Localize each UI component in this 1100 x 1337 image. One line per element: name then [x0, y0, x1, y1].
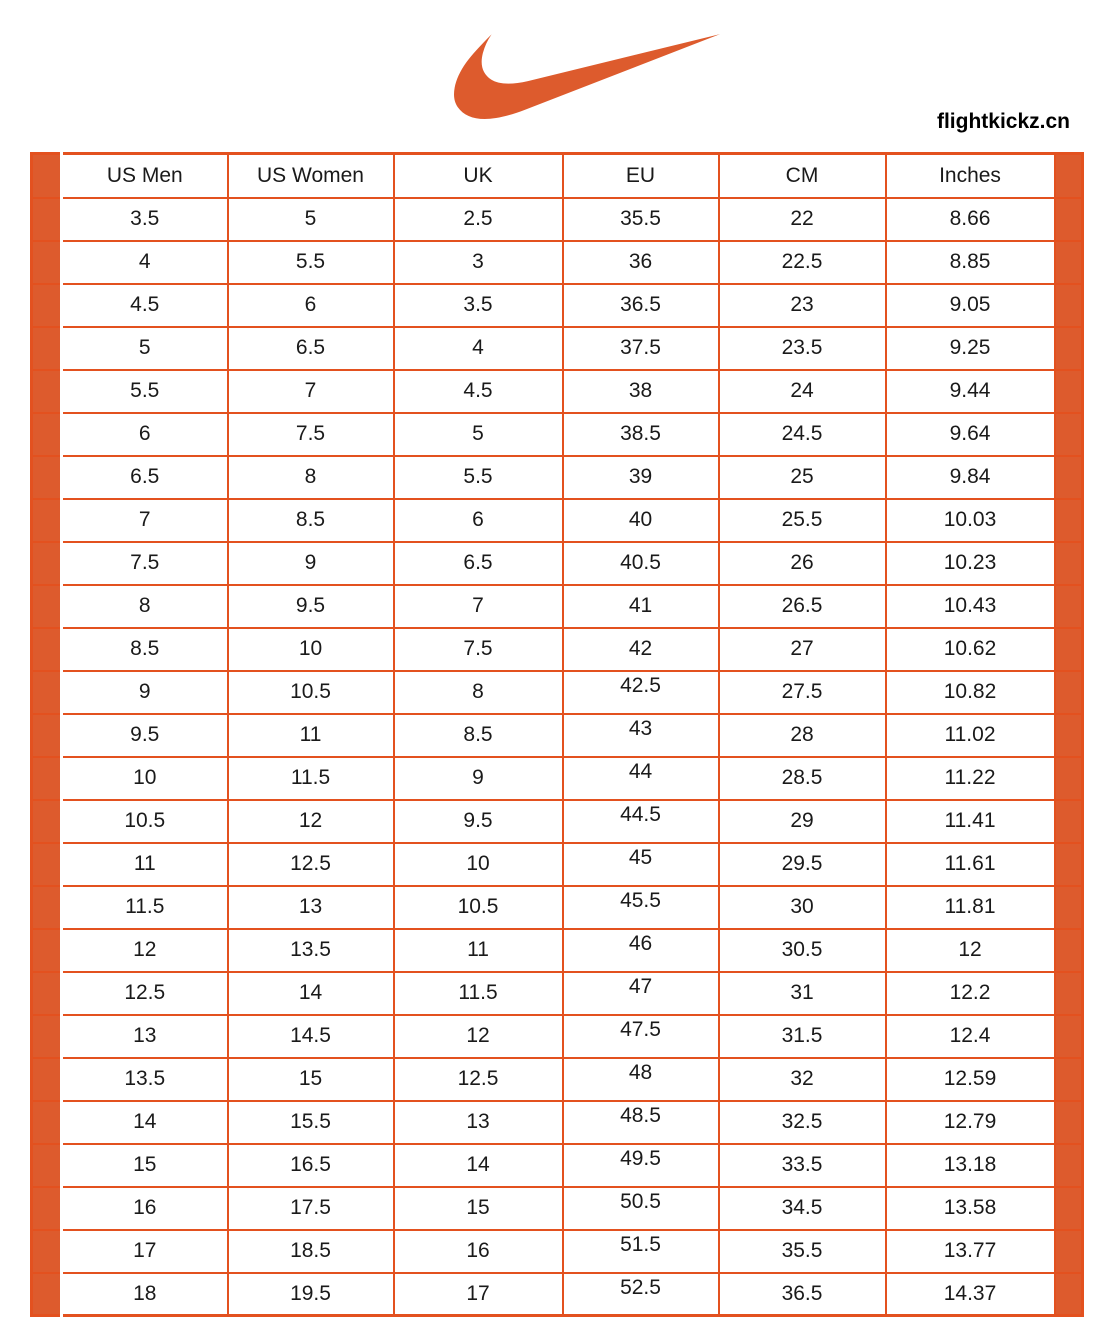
cell-us-men: 10: [62, 757, 228, 800]
cell-us-men: 4: [62, 241, 228, 284]
cell-inches: 9.25: [886, 327, 1055, 370]
cell-us-women: 13.5: [228, 929, 394, 972]
table-header: [32, 154, 1083, 198]
cell-eu: 36.5: [563, 284, 719, 327]
cell-us-women: 10.5: [228, 671, 394, 714]
cell-cm: 34.5: [719, 1187, 886, 1230]
cell-cm: 24: [719, 370, 886, 413]
table-row: [32, 1230, 1083, 1273]
side-band-left: [32, 327, 62, 370]
table-row: [32, 284, 1083, 327]
cell-inches: 11.81: [886, 886, 1055, 929]
side-band-left: [32, 241, 62, 284]
side-band-right: [1055, 542, 1083, 585]
cell-uk: 8.5: [394, 714, 563, 757]
cell-inches: 11.61: [886, 843, 1055, 886]
side-band-left: [32, 800, 62, 843]
cell-uk: 7: [394, 585, 563, 628]
side-band-right: [1055, 886, 1083, 929]
cell-inches: 12.4: [886, 1015, 1055, 1058]
side-band-right: [1055, 1230, 1083, 1273]
cell-us-women: 15.5: [228, 1101, 394, 1144]
cell-us-men: 7: [62, 499, 228, 542]
cell-inches: 10.43: [886, 585, 1055, 628]
cell-uk: 12: [394, 1015, 563, 1058]
cell-cm: 23: [719, 284, 886, 327]
cell-eu: 51.5: [563, 1230, 719, 1273]
cell-us-men: 3.5: [62, 198, 228, 241]
side-band-right: [1055, 1273, 1083, 1316]
cell-inches: 13.58: [886, 1187, 1055, 1230]
cell-uk: 13: [394, 1101, 563, 1144]
side-band-left: [32, 499, 62, 542]
table-row: [32, 456, 1083, 499]
cell-cm: 31: [719, 972, 886, 1015]
table-row: [32, 1273, 1083, 1316]
cell-eu: 40.5: [563, 542, 719, 585]
cell-us-women: 11: [228, 714, 394, 757]
side-band-left: [32, 929, 62, 972]
cell-eu: 47: [563, 972, 719, 1015]
cell-cm: 22: [719, 198, 886, 241]
cell-us-men: 13: [62, 1015, 228, 1058]
cell-inches: 9.64: [886, 413, 1055, 456]
site-watermark: flightkickz.cn: [936, 110, 1070, 133]
cell-cm: 29: [719, 800, 886, 843]
cell-inches: 10.03: [886, 499, 1055, 542]
cell-cm: 22.5: [719, 241, 886, 284]
side-band-left: [32, 886, 62, 929]
cell-us-women: 10: [228, 628, 394, 671]
table-row: [32, 628, 1083, 671]
cell-inches: 12.2: [886, 972, 1055, 1015]
cell-eu: 47.5: [563, 1015, 719, 1058]
column-header-inches: Inches: [886, 154, 1055, 198]
column-header-us-women: US Women: [228, 154, 394, 198]
nike-swoosh-icon: [454, 26, 720, 120]
cell-inches: 10.23: [886, 542, 1055, 585]
cell-uk: 6.5: [394, 542, 563, 585]
side-band-left: [32, 1015, 62, 1058]
table-row: [32, 714, 1083, 757]
cell-us-men: 13.5: [62, 1058, 228, 1101]
cell-eu: 40: [563, 499, 719, 542]
cell-inches: 12.59: [886, 1058, 1055, 1101]
table-row: [32, 198, 1083, 241]
cell-us-women: 12.5: [228, 843, 394, 886]
side-band-left: [32, 284, 62, 327]
cell-cm: 28: [719, 714, 886, 757]
table-row: [32, 542, 1083, 585]
cell-eu: 37.5: [563, 327, 719, 370]
table-row: [32, 800, 1083, 843]
cell-eu: 43: [563, 714, 719, 757]
side-band-right: [1055, 843, 1083, 886]
table-row: [32, 413, 1083, 456]
table-row: [32, 327, 1083, 370]
cell-us-men: 5: [62, 327, 228, 370]
table-row: [32, 1058, 1083, 1101]
side-band-left: [32, 542, 62, 585]
cell-us-women: 11.5: [228, 757, 394, 800]
side-band-right: [1055, 585, 1083, 628]
cell-eu: 48.5: [563, 1101, 719, 1144]
cell-us-men: 12: [62, 929, 228, 972]
cell-eu: 48: [563, 1058, 719, 1101]
side-band-right: [1055, 370, 1083, 413]
cell-us-men: 10.5: [62, 800, 228, 843]
side-band-right: [1055, 671, 1083, 714]
cell-cm: 29.5: [719, 843, 886, 886]
cell-uk: 5: [394, 413, 563, 456]
cell-us-men: 8: [62, 585, 228, 628]
cell-cm: 25.5: [719, 499, 886, 542]
side-band-right: [1055, 1058, 1083, 1101]
side-band-left: [32, 198, 62, 241]
table-row: [32, 1101, 1083, 1144]
table-row: [32, 1144, 1083, 1187]
cell-uk: 16: [394, 1230, 563, 1273]
cell-inches: 13.77: [886, 1230, 1055, 1273]
cell-eu: 38: [563, 370, 719, 413]
side-band-left: [32, 972, 62, 1015]
cell-us-women: 6: [228, 284, 394, 327]
side-band-right: [1055, 800, 1083, 843]
side-band-right: [1055, 499, 1083, 542]
cell-cm: 27: [719, 628, 886, 671]
cell-cm: 30.5: [719, 929, 886, 972]
cell-uk: 15: [394, 1187, 563, 1230]
cell-us-women: 13: [228, 886, 394, 929]
cell-us-women: 9: [228, 542, 394, 585]
cell-us-men: 12.5: [62, 972, 228, 1015]
cell-us-men: 8.5: [62, 628, 228, 671]
cell-cm: 26.5: [719, 585, 886, 628]
cell-uk: 8: [394, 671, 563, 714]
cell-us-women: 9.5: [228, 585, 394, 628]
header: [0, 0, 1100, 152]
cell-cm: 28.5: [719, 757, 886, 800]
side-band-left: [32, 843, 62, 886]
side-band-right: [1055, 154, 1083, 198]
cell-eu: 49.5: [563, 1144, 719, 1187]
cell-inches: 9.84: [886, 456, 1055, 499]
cell-eu: 50.5: [563, 1187, 719, 1230]
cell-uk: 6: [394, 499, 563, 542]
cell-us-men: 4.5: [62, 284, 228, 327]
side-band-right: [1055, 1101, 1083, 1144]
side-band-right: [1055, 757, 1083, 800]
table-row: [32, 972, 1083, 1015]
cell-eu: 45.5: [563, 886, 719, 929]
side-band-left: [32, 1144, 62, 1187]
cell-inches: 9.44: [886, 370, 1055, 413]
table-body: [32, 198, 1083, 1316]
cell-eu: 45: [563, 843, 719, 886]
cell-inches: 10.82: [886, 671, 1055, 714]
cell-cm: 23.5: [719, 327, 886, 370]
cell-us-men: 16: [62, 1187, 228, 1230]
cell-us-women: 18.5: [228, 1230, 394, 1273]
cell-eu: 42.5: [563, 671, 719, 714]
cell-uk: 14: [394, 1144, 563, 1187]
cell-inches: 11.22: [886, 757, 1055, 800]
cell-us-men: 11.5: [62, 886, 228, 929]
side-band-left: [32, 154, 62, 198]
side-band-right: [1055, 929, 1083, 972]
side-band-right: [1055, 628, 1083, 671]
side-band-left: [32, 1058, 62, 1101]
cell-uk: 4: [394, 327, 563, 370]
cell-cm: 32.5: [719, 1101, 886, 1144]
cell-us-men: 18: [62, 1273, 228, 1316]
side-band-left: [32, 714, 62, 757]
cell-us-women: 17.5: [228, 1187, 394, 1230]
cell-us-men: 9.5: [62, 714, 228, 757]
column-header-cm: CM: [719, 154, 886, 198]
cell-us-men: 5.5: [62, 370, 228, 413]
cell-cm: 35.5: [719, 1230, 886, 1273]
cell-inches: 12: [886, 929, 1055, 972]
cell-us-men: 7.5: [62, 542, 228, 585]
cell-cm: 30: [719, 886, 886, 929]
cell-us-women: 8: [228, 456, 394, 499]
column-header-us-men: US Men: [62, 154, 228, 198]
side-band-left: [32, 1230, 62, 1273]
cell-inches: 11.41: [886, 800, 1055, 843]
table-row: [32, 585, 1083, 628]
cell-inches: 12.79: [886, 1101, 1055, 1144]
cell-us-men: 6.5: [62, 456, 228, 499]
side-band-left: [32, 413, 62, 456]
cell-uk: 9: [394, 757, 563, 800]
cell-us-women: 15: [228, 1058, 394, 1101]
cell-cm: 26: [719, 542, 886, 585]
table-row: [32, 241, 1083, 284]
cell-cm: 36.5: [719, 1273, 886, 1316]
side-band-right: [1055, 284, 1083, 327]
cell-cm: 25: [719, 456, 886, 499]
cell-us-women: 5: [228, 198, 394, 241]
cell-eu: 35.5: [563, 198, 719, 241]
column-header-eu: EU: [563, 154, 719, 198]
side-band-right: [1055, 456, 1083, 499]
cell-cm: 32: [719, 1058, 886, 1101]
cell-us-men: 14: [62, 1101, 228, 1144]
size-conversion-table: [30, 152, 1084, 1317]
cell-inches: 8.66: [886, 198, 1055, 241]
cell-inches: 13.18: [886, 1144, 1055, 1187]
side-band-right: [1055, 413, 1083, 456]
cell-uk: 2.5: [394, 198, 563, 241]
cell-cm: 31.5: [719, 1015, 886, 1058]
table-row: [32, 671, 1083, 714]
table-row: [32, 886, 1083, 929]
cell-us-women: 7: [228, 370, 394, 413]
table-row: [32, 1015, 1083, 1058]
cell-eu: 44.5: [563, 800, 719, 843]
table-row: [32, 929, 1083, 972]
cell-us-men: 9: [62, 671, 228, 714]
cell-uk: 9.5: [394, 800, 563, 843]
side-band-right: [1055, 327, 1083, 370]
cell-us-men: 11: [62, 843, 228, 886]
side-band-right: [1055, 198, 1083, 241]
cell-uk: 4.5: [394, 370, 563, 413]
side-band-left: [32, 1101, 62, 1144]
cell-uk: 3.5: [394, 284, 563, 327]
cell-inches: 14.37: [886, 1273, 1055, 1316]
cell-us-men: 6: [62, 413, 228, 456]
cell-eu: 36: [563, 241, 719, 284]
cell-inches: 10.62: [886, 628, 1055, 671]
cell-us-men: 15: [62, 1144, 228, 1187]
cell-cm: 24.5: [719, 413, 886, 456]
cell-us-women: 14: [228, 972, 394, 1015]
cell-us-women: 19.5: [228, 1273, 394, 1316]
cell-uk: 10: [394, 843, 563, 886]
cell-eu: 46: [563, 929, 719, 972]
cell-cm: 33.5: [719, 1144, 886, 1187]
side-band-left: [32, 370, 62, 413]
cell-us-women: 7.5: [228, 413, 394, 456]
cell-uk: 12.5: [394, 1058, 563, 1101]
side-band-right: [1055, 1015, 1083, 1058]
table-row: [32, 370, 1083, 413]
header-row: [32, 154, 1083, 198]
side-band-right: [1055, 1187, 1083, 1230]
side-band-left: [32, 585, 62, 628]
cell-uk: 11: [394, 929, 563, 972]
cell-us-women: 16.5: [228, 1144, 394, 1187]
cell-eu: 39: [563, 456, 719, 499]
cell-uk: 17: [394, 1273, 563, 1316]
cell-uk: 5.5: [394, 456, 563, 499]
table-row: [32, 843, 1083, 886]
side-band-right: [1055, 972, 1083, 1015]
cell-inches: 9.05: [886, 284, 1055, 327]
table-row: [32, 499, 1083, 542]
side-band-left: [32, 1273, 62, 1316]
cell-eu: 38.5: [563, 413, 719, 456]
side-band-right: [1055, 714, 1083, 757]
cell-inches: 8.85: [886, 241, 1055, 284]
cell-us-men: 17: [62, 1230, 228, 1273]
cell-us-women: 6.5: [228, 327, 394, 370]
cell-eu: 52.5: [563, 1273, 719, 1316]
column-header-uk: UK: [394, 154, 563, 198]
side-band-left: [32, 757, 62, 800]
side-band-right: [1055, 241, 1083, 284]
cell-uk: 11.5: [394, 972, 563, 1015]
cell-us-women: 8.5: [228, 499, 394, 542]
side-band-left: [32, 628, 62, 671]
side-band-left: [32, 1187, 62, 1230]
side-band-left: [32, 456, 62, 499]
cell-uk: 10.5: [394, 886, 563, 929]
cell-uk: 3: [394, 241, 563, 284]
side-band-right: [1055, 1144, 1083, 1187]
cell-eu: 44: [563, 757, 719, 800]
cell-eu: 42: [563, 628, 719, 671]
cell-cm: 27.5: [719, 671, 886, 714]
cell-inches: 11.02: [886, 714, 1055, 757]
cell-us-women: 5.5: [228, 241, 394, 284]
cell-uk: 7.5: [394, 628, 563, 671]
side-band-left: [32, 671, 62, 714]
table-row: [32, 757, 1083, 800]
cell-us-women: 14.5: [228, 1015, 394, 1058]
cell-us-women: 12: [228, 800, 394, 843]
cell-eu: 41: [563, 585, 719, 628]
table-row: [32, 1187, 1083, 1230]
